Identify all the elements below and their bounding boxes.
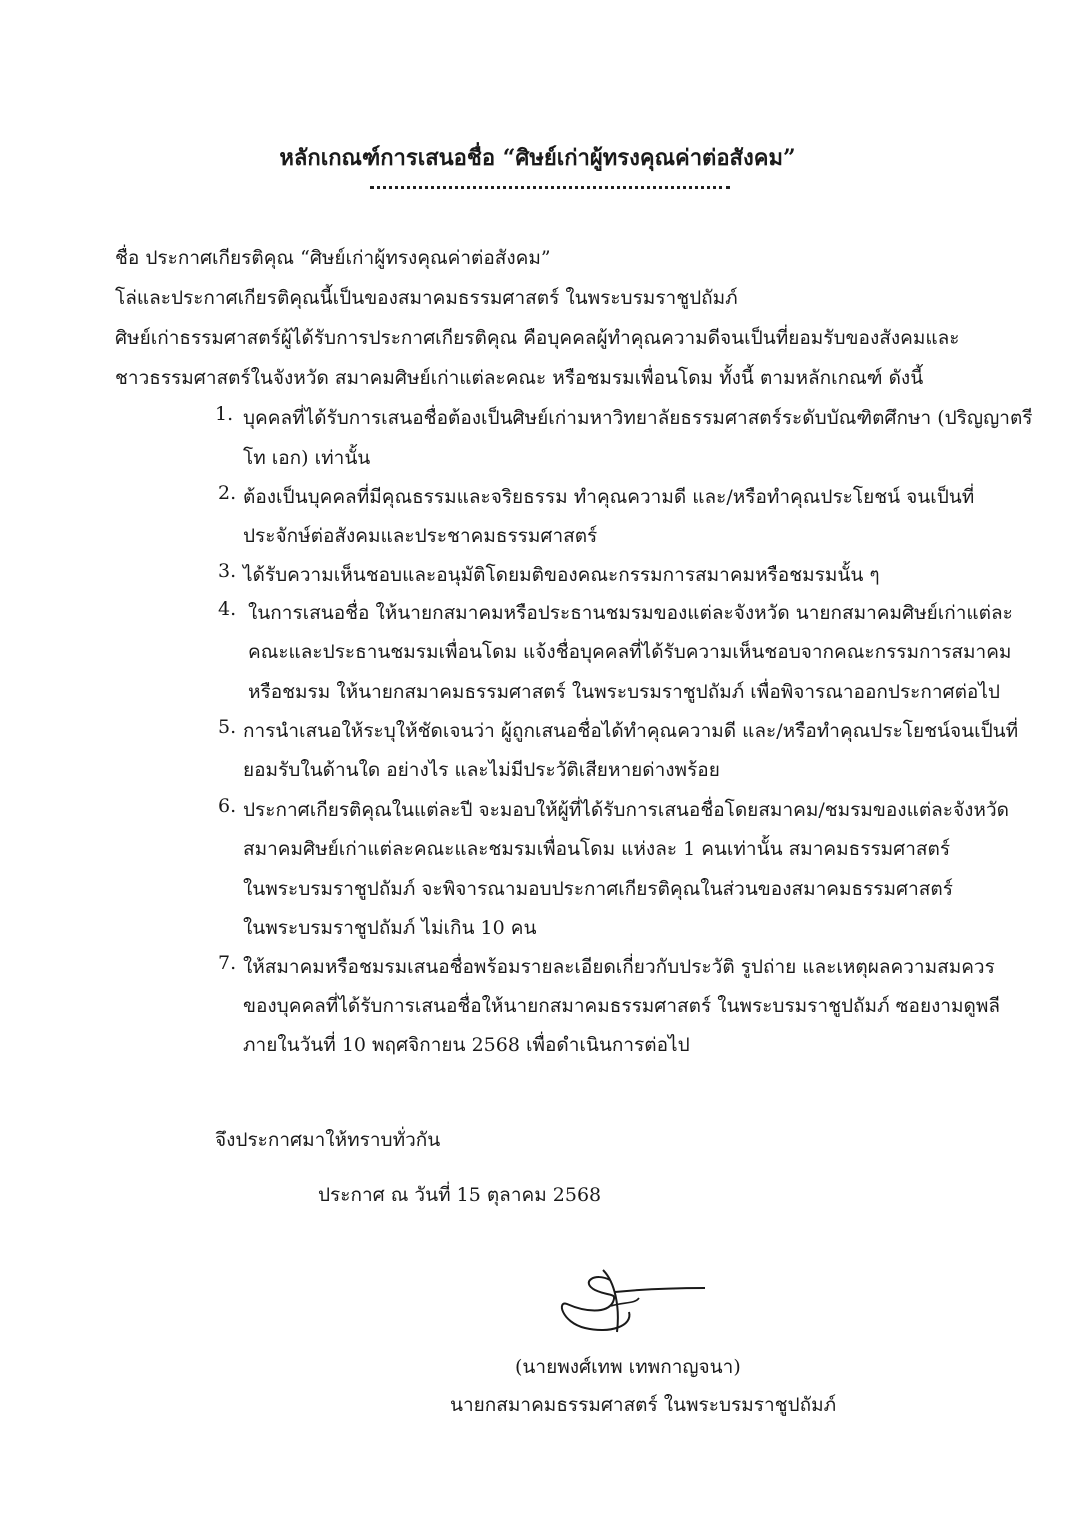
intro-line-1: ชื่อ ประกาศเกียรติคุณ “ศิษย์เก่าผู้ทรงคุณค่าต่อสังคม” (115, 247, 551, 269)
criterion-number: 4. (218, 598, 237, 620)
criterion-line: ให้สมาคมหรือชมรมเสนอชื่อพร้อมรายละเอียดเกี่ยวกับประวัติ รูปถ่าย และเหตุผลความสมควร (243, 956, 995, 978)
criterion-line: โท เอก) เท่านั้น (243, 447, 371, 469)
criterion-line: ต้องเป็นบุคคลที่มีคุณธรรมและจริยธรรม ทำคุณความดี และ/หรือทำคุณประโยชน์ จนเป็นที่ (243, 486, 975, 508)
criterion-line: บุคคลที่ได้รับการเสนอชื่อต้องเป็นศิษย์เก่ามหาวิทยาลัยธรรมศาสตร์ระดับบัณฑิตศึกษา (ปริญญาตรี (243, 407, 1033, 429)
criterion-line: ประจักษ์ต่อสังคมและประชาคมธรรมศาสตร์ (243, 525, 598, 547)
document-title: หลักเกณฑ์การเสนอชื่อ “ศิษย์เก่าผู้ทรงคุณค่าต่อสังคม” (279, 145, 796, 171)
criterion-line: ภายในวันที่ 10 พฤศจิกายน 2568 เพื่อดำเนินการต่อไป (243, 1034, 690, 1056)
intro-line-3: ศิษย์เก่าธรรมศาสตร์ผู้ได้รับการประกาศเกียรติคุณ คือบุคคลผู้ทำคุณความดีจนเป็นที่ยอมรับของสังคมและ (115, 327, 960, 349)
criterion-line: คณะและประธานชมรมเพื่อนโดม แจ้งชื่อบุคคลที่ได้รับความเห็นชอบจากคณะกรรมการสมาคม (248, 641, 1012, 663)
criterion-number: 6. (218, 795, 237, 817)
signature-image (555, 1262, 715, 1347)
criterion-line: หรือชมรม ให้นายกสมาคมธรรมศาสตร์ ในพระบรมราชูปถัมภ์ เพื่อพิจารณาออกประกาศต่อไป (248, 681, 1000, 703)
criterion-line: การนำเสนอให้ระบุให้ชัดเจนว่า ผู้ถูกเสนอชื่อได้ทำคุณความดี และ/หรือทำคุณประโยชน์จนเป็นที่ (243, 720, 1019, 742)
criterion-number: 2. (218, 482, 237, 504)
criterion-line: สมาคมศิษย์เก่าแต่ละคณะและชมรมเพื่อนโดม แห่งละ 1 คนเท่านั้น สมาคมธรรมศาสตร์ (243, 838, 951, 860)
signer-name: (นายพงศ์เทพ เทพกาญจนา) (515, 1356, 741, 1378)
criterion-number: 3. (218, 560, 237, 582)
title-dotted-rule (370, 186, 730, 189)
criterion-line: ของบุคคลที่ได้รับการเสนอชื่อให้นายกสมาคมธรรมศาสตร์ ในพระบรมราชูปถัมภ์ ซอยงามดูพลี (243, 995, 1001, 1017)
intro-line-2: โล่และประกาศเกียรติคุณนี้เป็นของสมาคมธรรมศาสตร์ ในพระบรมราชูปถัมภ์ (115, 287, 738, 309)
criterion-line: ในพระบรมราชูปถัมภ์ ไม่เกิน 10 คน (243, 917, 537, 939)
criterion-line: ยอมรับในด้านใด อย่างไร และไม่มีประวัติเสียหายด่างพร้อย (243, 759, 720, 781)
criterion-line: ได้รับความเห็นชอบและอนุมัติโดยมติของคณะกรรมการสมาคมหรือชมรมนั้น ๆ (243, 564, 880, 586)
criterion-line: ในการเสนอชื่อ ให้นายกสมาคมหรือประธานชมรมของแต่ละจังหวัด นายกสมาคมศิษย์เก่าแต่ละ (248, 602, 1013, 624)
signer-title: นายกสมาคมธรรมศาสตร์ ในพระบรมราชูปถัมภ์ (450, 1394, 837, 1416)
announcement-date: ประกาศ ณ วันที่ 15 ตุลาคม 2568 (318, 1184, 602, 1206)
criterion-line: ประกาศเกียรติคุณในแต่ละปี จะมอบให้ผู้ที่ได้รับการเสนอชื่อโดยสมาคม/ชมรมของแต่ละจังหวัด (243, 799, 1009, 821)
closing-statement: จึงประกาศมาให้ทราบทั่วกัน (215, 1129, 441, 1151)
criterion-number: 1. (215, 403, 234, 425)
intro-line-4: ชาวธรรมศาสตร์ในจังหวัด สมาคมศิษย์เก่าแต่ละคณะ หรือชมรมเพื่อนโดม ทั้งนี้ ตามหลักเกณฑ์ ดังนี้ (115, 367, 924, 389)
criterion-line: ในพระบรมราชูปถัมภ์ จะพิจารณามอบประกาศเกียรติคุณในส่วนของสมาคมธรรมศาสตร์ (243, 878, 953, 900)
criterion-number: 7. (218, 952, 237, 974)
criterion-number: 5. (218, 716, 237, 738)
